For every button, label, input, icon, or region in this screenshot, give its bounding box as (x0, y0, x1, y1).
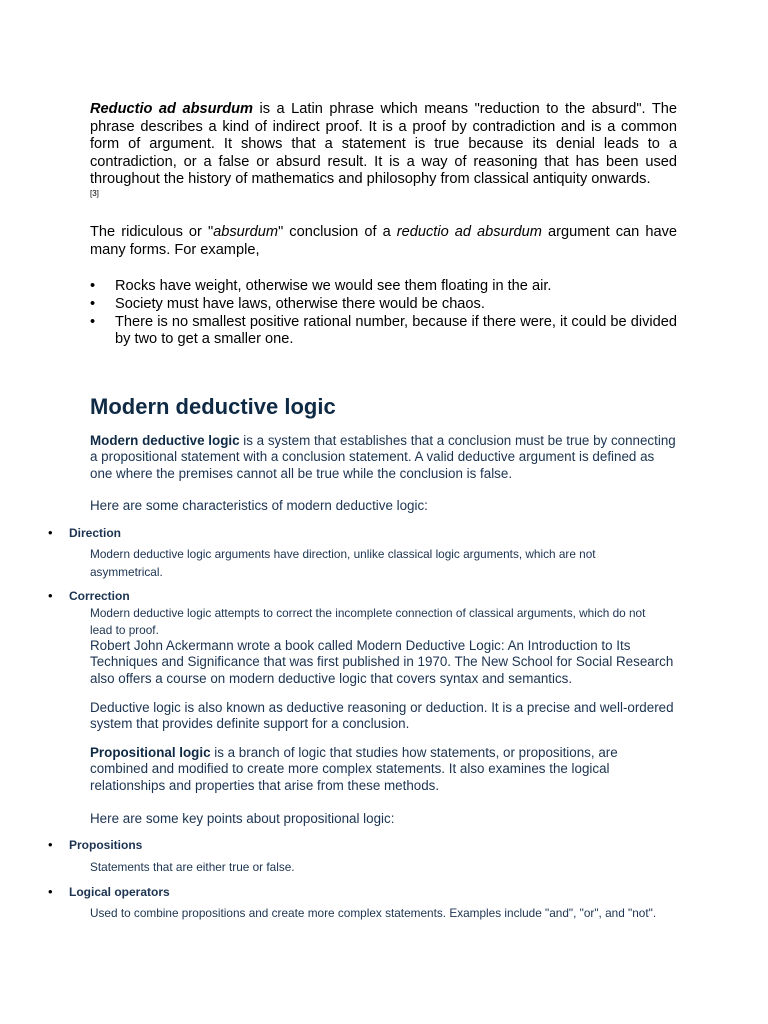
characteristic-title: Correction (69, 589, 130, 603)
paragraph-reductio-text: is a Latin phrase which means "reduction to the absurd". The phrase describes a kind of indirect proof. It is a proof by contradiction and is a common form of argument. It shows that a statement is true because its denial leads to a contradiction, or a false or absurd result. It is a way of reasoning that has been used throughout the history of mathematics and philosophy from classical antiquity onwards. (90, 101, 677, 188)
list-item: • Rocks have weight, otherwise we would see them floating in the air. (90, 278, 677, 296)
characteristic-description: Modern deductive logic arguments have direction, unlike classical logic arguments, which are not asymmetrical. (90, 547, 596, 579)
bullet-icon: • (48, 837, 53, 852)
paragraph-absurdum (90, 224, 677, 259)
term-reductio: Reductio ad absurdum (90, 101, 254, 117)
characteristic-correction (48, 588, 130, 604)
bullet-icon: • (48, 588, 53, 603)
text-segment: argument can have many forms. For example, (90, 224, 677, 258)
characteristic-title: Direction (69, 526, 122, 540)
characteristic-direction (48, 525, 121, 541)
paragraph-modern-deductive-text: is a system that establishes that a conclusion must be true by connecting a propositional statement with a conclusion statement. A valid deductive argument is defined as one where the premises cannot all be true while the conclusion is false. (90, 433, 676, 481)
section-heading: Modern deductive logic (90, 394, 336, 419)
term-modern-deductive: Modern deductive logic (90, 433, 240, 448)
bullet-icon: • (48, 884, 53, 899)
list-item: • There is no smallest positive rational number, because if there were, it could be divided by two to get a smaller one. (90, 314, 677, 350)
citation-3[interactable]: [3] (90, 188, 99, 198)
italic-reductio: reductio ad absurdum (396, 224, 542, 240)
bullet-icon: • (48, 525, 53, 540)
keypoint-title: Propositions (69, 838, 143, 852)
paragraph-modern-deductive (90, 433, 677, 482)
term-propositional: Propositional logic (90, 745, 211, 760)
examples-list (90, 278, 677, 349)
italic-absurdum: absurdum (213, 224, 279, 240)
text-segment: The ridiculous or " (90, 224, 214, 240)
paragraph-propositional (90, 745, 677, 794)
characteristics-lead: Here are some characteristics of modern deductive logic: (90, 498, 428, 513)
paragraph-ackermann: Robert John Ackermann wrote a book called Modern Deductive Logic: An Introduction to Its Techniques and Significance that was first published in 1970. The New School for Social Research also offers a course on modern deductive logic that covers syntax and semantics. (90, 638, 674, 686)
list-item: • Society must have laws, otherwise there would be chaos. (90, 296, 677, 314)
text-segment: " conclusion of a (278, 224, 397, 240)
keypoint-description: Statements that are either true or false. (90, 860, 295, 874)
paragraph-deduction: Deductive logic is also known as deductive reasoning or deduction. It is a precise and well-ordered system that provides definite support for a conclusion. (90, 700, 674, 732)
keypoint-propositions (48, 837, 142, 853)
paragraph-propositional-text: is a branch of logic that studies how statements, or propositions, are combined and modified to create more complex statements. It also examines the logical relationships and properties that arise from these methods. (90, 745, 618, 793)
keypoint-logical-operators (48, 884, 170, 900)
paragraph-reductio (90, 101, 677, 199)
characteristic-description: Modern deductive logic attempts to correct the incomplete connection of classical arguments, which do not lead to proof. (90, 606, 646, 637)
keypoints-lead: Here are some key points about propositional logic: (90, 811, 395, 826)
keypoint-title: Logical operators (69, 885, 170, 899)
keypoint-description: Used to combine propositions and create more complex statements. Examples include "and", "or", and "not". (90, 906, 657, 920)
